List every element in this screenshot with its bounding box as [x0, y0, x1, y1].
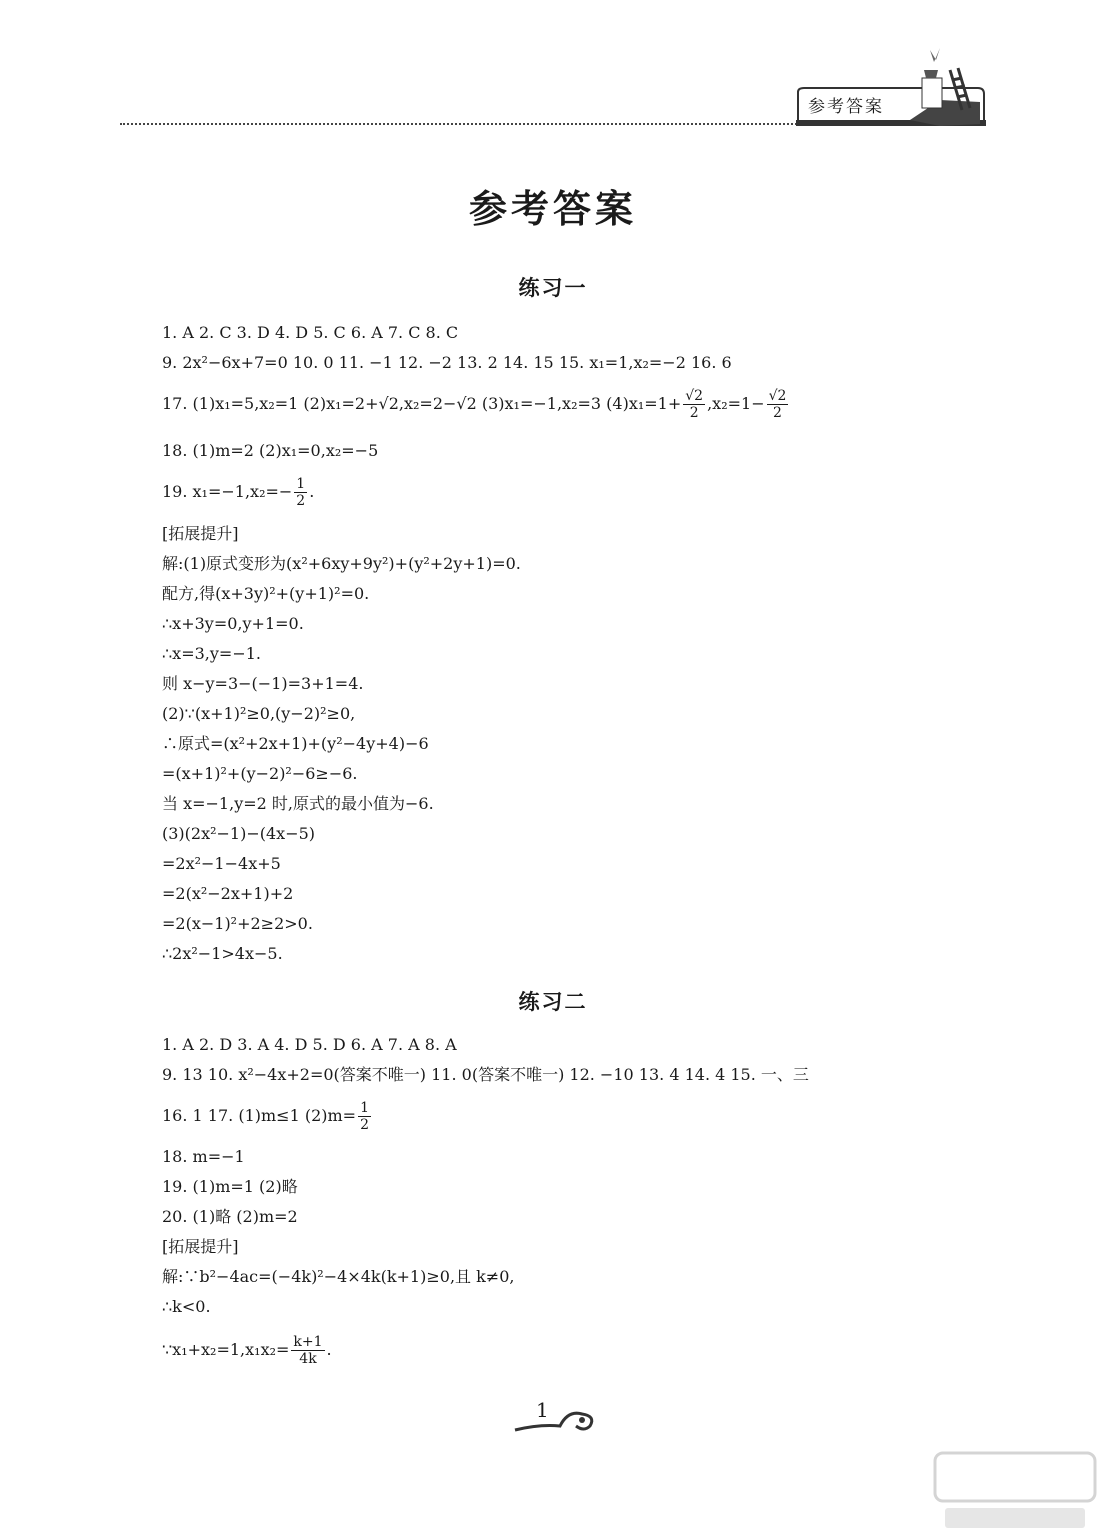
header-rule: [120, 123, 800, 125]
fraction: $\frac{k+1}{4k}$: [293, 1334, 323, 1367]
solution-line: 解:(1)原式变形为(x²+6xy+9y²)+(y²+2y+1)=0.: [162, 554, 521, 573]
page-number: 1: [536, 1398, 549, 1422]
fraction: $\frac{1}{2}$: [360, 1100, 369, 1133]
solution-line: =2x²−1−4x+5: [162, 854, 281, 873]
answer-line: 19. x₁=−1,x₂=− $\frac{1}{2}$ .: [162, 476, 315, 509]
solution-line: =2(x²−2x+1)+2: [162, 884, 294, 903]
answer-line: 18. m=−1: [162, 1147, 245, 1166]
solution-line: ∴k<0.: [162, 1297, 211, 1316]
solution-line: ∵x₁+x₂=1,x₁x₂= $\frac{k+1}{4k}$ .: [162, 1334, 332, 1367]
solution-line: (3)(2x²−1)−(4x−5): [162, 824, 316, 843]
answer-line: 1. A 2. C 3. D 4. D 5. C 6. A 7. C 8. C: [162, 323, 459, 342]
solution-line: ∴x+3y=0,y+1=0.: [162, 614, 304, 633]
solution-line: (2)∵(x+1)²≥0,(y−2)²≥0,: [162, 704, 356, 723]
solution-line: 当 x=−1,y=2 时,原式的最小值为−6.: [162, 794, 434, 813]
solution-line: =(x+1)²+(y−2)²−6≥−6.: [162, 764, 358, 783]
solution-line: 配方,得(x+3y)²+(y+1)²=0.: [162, 584, 370, 603]
answer-line: 19. (1)m=1 (2)略: [162, 1177, 298, 1196]
answer-line: 20. (1)略 (2)m=2: [162, 1207, 298, 1226]
answer-line: 18. (1)m=2 (2)x₁=0,x₂=−5: [162, 441, 379, 460]
watermark-logo: [925, 1448, 1105, 1533]
extension-heading: [拓展提升]: [162, 1237, 239, 1256]
fraction: $\frac{√2}{2}$: [768, 388, 787, 421]
solution-line: ∴x=3,y=−1.: [162, 644, 261, 663]
page-title: 参考答案: [468, 187, 637, 231]
section-heading-1: 练习一: [518, 276, 588, 300]
solution-line: ∴原式=(x²+2x+1)+(y²−4y+4)−6: [162, 734, 429, 753]
fraction: $\frac{1}{2}$: [296, 476, 306, 509]
answer-line: 9. 2x²−6x+7=0 10. 0 11. −1 12. −2 13. 2 14. 15 15. x₁=1,x₂=−2 16. 6: [162, 353, 732, 372]
header-label: 参考答案: [808, 97, 884, 117]
answer-line: 17. (1)x₁=5,x₂=1 (2)x₁=2+√2,x₂=2−√2 (3)x₁=−1,x₂=3 (4)x₁=1+ $\frac{√2}{2}$ ,x₂=1− $\frac{√2}{2}$: [162, 388, 787, 421]
fraction: $\frac{√2}{2}$: [685, 388, 704, 421]
section-heading-2: 练习二: [518, 990, 588, 1014]
solution-line: ∴2x²−1>4x−5.: [162, 944, 283, 963]
book-ladder-icon: [900, 40, 990, 130]
answer-line: 1. A 2. D 3. A 4. D 5. D 6. A 7. A 8. A: [162, 1035, 457, 1054]
solution-line: =2(x−1)²+2≥2>0.: [162, 914, 313, 933]
page-number-ornament: [510, 1398, 610, 1438]
solution-line: 则 x−y=3−(−1)=3+1=4.: [162, 674, 364, 693]
solution-line: 解:∵b²−4ac=(−4k)²−4×4k(k+1)≥0,且 k≠0,: [162, 1267, 515, 1286]
answer-line: 16. 1 17. (1)m≤1 (2)m= $\frac{1}{2}$: [162, 1100, 369, 1133]
answer-line: 9. 13 10. x²−4x+2=0(答案不唯一) 11. 0(答案不唯一) 12. −10 13. 4 14. 4 15. 一、三: [162, 1065, 809, 1084]
extension-heading: [拓展提升]: [162, 524, 239, 543]
